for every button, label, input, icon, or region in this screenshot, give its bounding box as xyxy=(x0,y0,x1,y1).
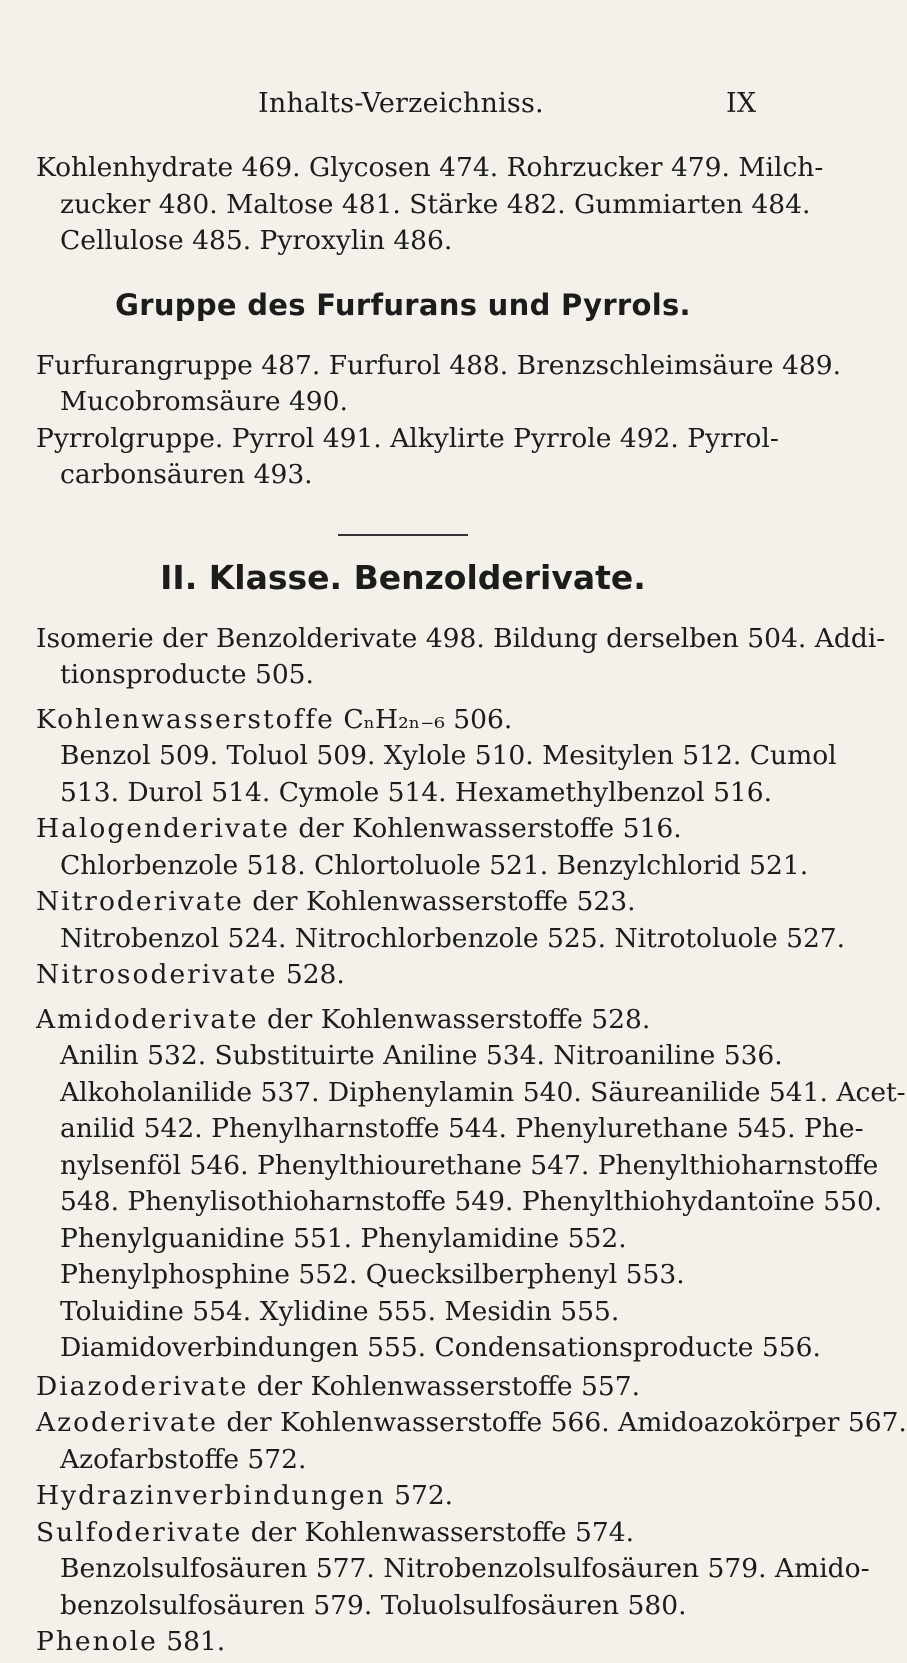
divider-rule xyxy=(338,534,468,536)
entry-formula: CₙH₂ₙ₋₆ 506. xyxy=(343,703,513,735)
toc-line: Chlorbenzole 518. Chlortoluole 521. Benzylchlorid 521. xyxy=(60,849,809,881)
entry-text: 528. xyxy=(285,959,345,990)
class-heading: II. Klasse. Benzolderivate. xyxy=(160,557,646,597)
toc-line: Alkoholanilide 537. Diphenylamin 540. Säureanilide 541. Acet- xyxy=(60,1076,906,1108)
toc-line xyxy=(36,957,770,994)
toc-line xyxy=(36,1405,907,1442)
toc-entry-isomerie xyxy=(36,621,886,694)
toc-line xyxy=(36,1369,770,1406)
toc-line xyxy=(36,884,770,921)
entry-text: 572. xyxy=(394,1480,454,1511)
toc-line: 513. Durol 514. Cymole 514. Hexamethylbenzol 516. xyxy=(60,776,773,808)
running-head-title: Inhalts-Verzeichniss. xyxy=(258,88,544,119)
toc-line: carbonsäuren 493. xyxy=(60,459,313,490)
toc-content xyxy=(36,150,907,1663)
toc-line: nylsenföl 546. Phenylthiourethane 547. Phenylthioharnstoffe xyxy=(60,1149,879,1181)
entry-heading: Halogenderivate xyxy=(36,813,290,844)
toc-entry-diazoderivate xyxy=(36,1369,907,1661)
toc-line: Benzolsulfosäuren 577. Nitrobenzolsulfosäuren 579. Amido- xyxy=(60,1553,870,1584)
toc-line xyxy=(36,1002,770,1039)
entry-heading: Amidoderivate xyxy=(36,1003,259,1035)
toc-line: Phenylguanidine 551. Phenylamidine 552. xyxy=(60,1222,627,1254)
toc-line: Mucobromsäure 490. xyxy=(60,386,348,417)
entry-text: der Kohlenwasserstoffe 566. Amidoazokörper 567. xyxy=(226,1407,907,1438)
toc-line: 548. Phenylisothioharnstoffe 549. Phenylthiohydantoïne 550. xyxy=(60,1186,883,1217)
toc-line: Anilin 532. Substituirte Aniline 534. Nitroaniline 536. xyxy=(60,1040,783,1071)
toc-line: Azofarbstoffe 572. xyxy=(60,1443,307,1475)
toc-line: zucker 480. Maltose 481. Stärke 482. Gummiarten 484. xyxy=(60,188,811,220)
toc-line: Phenylphosphine 552. Quecksilberphenyl 553. xyxy=(60,1259,685,1290)
entry-text: der Kohlenwasserstoffe 528. xyxy=(267,1003,651,1035)
toc-line xyxy=(36,1624,770,1661)
toc-line: anilid 542. Phenylharnstoffe 544. Phenylurethane 545. Phe- xyxy=(60,1113,864,1144)
entry-heading: Nitrosoderivate xyxy=(36,959,278,990)
toc-line xyxy=(36,1515,770,1552)
toc-entry-furfurangruppe xyxy=(36,348,842,494)
toc-line: tionsproducte 505. xyxy=(60,659,314,690)
entry-heading: Kohlenwasserstoffe xyxy=(36,703,335,735)
toc-line: Isomerie der Benzolderivate 498. Bildung derselben 504. Addi- xyxy=(36,622,886,654)
entry-text: der Kohlenwasserstoffe 557. xyxy=(256,1370,641,1402)
toc-entry-kohlenhydrate xyxy=(36,150,824,260)
toc-line xyxy=(36,1478,770,1515)
toc-line xyxy=(36,702,770,739)
toc-line: Nitrobenzol 524. Nitrochlorbenzole 525. Nitrotoluole 527. xyxy=(60,922,846,954)
toc-line: Pyrrolgruppe. Pyrrol 491. Alkylirte Pyrrole 492. Pyrrol- xyxy=(36,422,779,454)
page-number: IX xyxy=(726,88,757,119)
toc-line xyxy=(36,811,770,848)
toc-line: Diamidoverbindungen 555. Condensationsproducte 556. xyxy=(60,1332,821,1363)
toc-line: Cellulose 485. Pyroxylin 486. xyxy=(60,225,453,256)
toc-entry-kohlenwasserstoffe xyxy=(36,702,846,994)
toc-line: Kohlenhydrate 469. Glycosen 474. Rohrzucker 479. Milch- xyxy=(36,152,824,183)
entry-text: der Kohlenwasserstoffe 574. xyxy=(250,1516,635,1548)
toc-line: benzolsulfosäuren 579. Toluolsulfosäuren 580. xyxy=(60,1589,687,1621)
entry-heading: Azoderivate xyxy=(36,1407,218,1438)
entry-text: der Kohlenwasserstoffe 516. xyxy=(298,813,682,844)
toc-line: Benzol 509. Toluol 509. Xylole 510. Mesitylen 512. Cumol xyxy=(60,740,837,771)
entry-heading: Hydrazinverbindungen xyxy=(36,1480,386,1511)
toc-line: Furfurangruppe 487. Furfurol 488. Brenzschleimsäure 489. xyxy=(36,349,842,381)
entry-text: 581. xyxy=(166,1626,226,1657)
entry-heading: Phenole xyxy=(36,1626,158,1657)
section-heading-furfuran: Gruppe des Furfurans und Pyrrols. xyxy=(115,287,691,322)
toc-line: Toluidine 554. Xylidine 555. Mesidin 555. xyxy=(60,1295,620,1327)
entry-text: der Kohlenwasserstoffe 523. xyxy=(252,886,636,917)
toc-entry-amidoderivate xyxy=(36,1002,906,1367)
entry-heading: Nitroderivate xyxy=(36,886,244,917)
entry-heading: Sulfoderivate xyxy=(36,1516,243,1548)
entry-heading: Diazoderivate xyxy=(36,1370,249,1402)
